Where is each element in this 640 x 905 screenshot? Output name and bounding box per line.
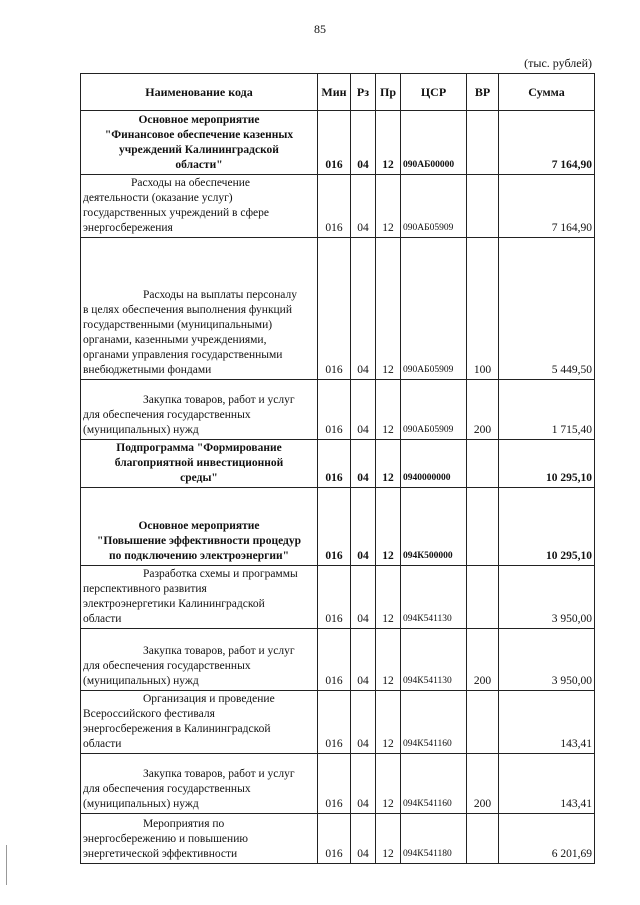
- header-vr: ВР: [467, 74, 499, 111]
- cell-min: 016: [318, 440, 351, 488]
- cell-min: 016: [318, 175, 351, 238]
- table-header-row: [81, 74, 595, 111]
- cell-vr: [467, 691, 499, 754]
- cell-name-line: органами, казенными учреждениями,: [83, 334, 267, 346]
- cell-name-line: Закупка товаров, работ и услуг: [143, 768, 295, 780]
- cell-rz: 04: [351, 440, 376, 488]
- budget-table: [80, 73, 595, 864]
- header-name: Наименование кода: [81, 74, 318, 111]
- header-sum: Сумма: [499, 74, 595, 111]
- header-pr: Пр: [376, 74, 401, 111]
- cell-name-line: Основное мероприятие: [138, 114, 260, 126]
- cell-sum: 7 164,90: [499, 111, 595, 175]
- cell-vr: [467, 814, 499, 864]
- cell-rz: 04: [351, 691, 376, 754]
- cell-name: [81, 488, 318, 566]
- cell-sum: 143,41: [499, 754, 595, 814]
- cell-min: 016: [318, 754, 351, 814]
- cell-name: [81, 754, 318, 814]
- cell-min: 016: [318, 691, 351, 754]
- cell-name-line: среды": [180, 472, 218, 484]
- table-row: [81, 814, 595, 864]
- cell-name-line: Основное мероприятие: [138, 520, 260, 532]
- cell-name-line: учреждений Калининградской: [119, 144, 279, 156]
- cell-pr: 12: [376, 488, 401, 566]
- cell-name-line: (муниципальных) нужд: [83, 424, 199, 436]
- cell-name-line: органами управления государственными: [83, 349, 283, 361]
- cell-name: [81, 175, 318, 238]
- cell-csr: 0940000000: [401, 440, 467, 488]
- cell-name-line: Разработка схемы и программы: [143, 568, 298, 580]
- cell-vr: [467, 566, 499, 629]
- cell-min: 016: [318, 488, 351, 566]
- table-body: [81, 111, 595, 864]
- cell-sum: 10 295,10: [499, 440, 595, 488]
- table-row: [81, 566, 595, 629]
- cell-name-line: государственных учреждений в сфере: [83, 207, 269, 219]
- cell-pr: 12: [376, 238, 401, 380]
- table-row: [81, 238, 595, 380]
- cell-csr: 094К541160: [401, 754, 467, 814]
- cell-vr: [467, 175, 499, 238]
- cell-name-line: Расходы на обеспечение: [131, 177, 250, 189]
- cell-vr: [467, 111, 499, 175]
- cell-csr: 090АБ05909: [401, 380, 467, 440]
- cell-name: [81, 566, 318, 629]
- cell-pr: 12: [376, 814, 401, 864]
- cell-name: [81, 380, 318, 440]
- table-row: [81, 488, 595, 566]
- cell-csr: 094К541160: [401, 691, 467, 754]
- cell-pr: 12: [376, 111, 401, 175]
- cell-rz: 04: [351, 566, 376, 629]
- cell-sum: 5 449,50: [499, 238, 595, 380]
- cell-vr: 200: [467, 380, 499, 440]
- cell-name-line: внебюджетными фондами: [83, 364, 212, 376]
- header-min: Мин: [318, 74, 351, 111]
- cell-name-line: государственными (муниципальными): [83, 319, 273, 331]
- cell-pr: 12: [376, 629, 401, 691]
- cell-name-line: Всероссийского фестиваля: [83, 708, 215, 720]
- cell-rz: 04: [351, 814, 376, 864]
- cell-min: 016: [318, 566, 351, 629]
- cell-rz: 04: [351, 111, 376, 175]
- table-row: [81, 175, 595, 238]
- cell-name-line: для обеспечения государственных: [83, 660, 251, 672]
- cell-min: 016: [318, 238, 351, 380]
- cell-csr: 090АБ05909: [401, 238, 467, 380]
- cell-pr: 12: [376, 754, 401, 814]
- cell-name-line: области": [175, 159, 223, 171]
- cell-min: 016: [318, 380, 351, 440]
- cell-name-line: для обеспечения государственных: [83, 409, 251, 421]
- cell-name-line: в целях обеспечения выполнения функций: [83, 304, 292, 316]
- cell-sum: 143,41: [499, 691, 595, 754]
- cell-name-line: благоприятной инвестиционной: [114, 457, 284, 469]
- cell-pr: 12: [376, 440, 401, 488]
- margin-mark: [6, 845, 7, 885]
- cell-name-line: энергетической эффективности: [83, 848, 238, 860]
- cell-csr: 094К541130: [401, 629, 467, 691]
- cell-vr: 100: [467, 238, 499, 380]
- cell-name: [81, 238, 318, 380]
- cell-csr: 090АБ05909: [401, 175, 467, 238]
- cell-name-line: (муниципальных) нужд: [83, 798, 199, 810]
- cell-name: [81, 111, 318, 175]
- cell-rz: 04: [351, 488, 376, 566]
- cell-csr: 090АБ00000: [401, 111, 467, 175]
- cell-pr: 12: [376, 691, 401, 754]
- cell-pr: 12: [376, 175, 401, 238]
- cell-rz: 04: [351, 629, 376, 691]
- cell-rz: 04: [351, 754, 376, 814]
- cell-name-line: Организация и проведение: [143, 693, 275, 705]
- cell-name-line: по подключению электроэнергии": [108, 550, 290, 562]
- cell-name-line: Закупка товаров, работ и услуг: [143, 645, 295, 657]
- cell-vr: [467, 488, 499, 566]
- cell-name-line: Закупка товаров, работ и услуг: [143, 394, 295, 406]
- cell-vr: 200: [467, 629, 499, 691]
- cell-csr: 094К500000: [401, 488, 467, 566]
- cell-name: [81, 691, 318, 754]
- cell-name-line: энергосбережения в Калининградской: [83, 723, 271, 735]
- cell-name-line: Мероприятия по: [143, 818, 225, 830]
- cell-sum: 7 164,90: [499, 175, 595, 238]
- cell-name-line: деятельности (оказание услуг): [83, 192, 233, 204]
- cell-min: 016: [318, 111, 351, 175]
- cell-sum: 3 950,00: [499, 629, 595, 691]
- cell-sum: 10 295,10: [499, 488, 595, 566]
- cell-name: [81, 814, 318, 864]
- cell-name-line: (муниципальных) нужд: [83, 675, 199, 687]
- table-row: [81, 440, 595, 488]
- cell-name-line: энергосбережения: [83, 222, 173, 234]
- cell-name: [81, 440, 318, 488]
- table-row: [81, 111, 595, 175]
- cell-name-line: области: [83, 738, 122, 750]
- cell-min: 016: [318, 814, 351, 864]
- cell-rz: 04: [351, 238, 376, 380]
- cell-sum: 3 950,00: [499, 566, 595, 629]
- header-rz: Рз: [351, 74, 376, 111]
- cell-vr: 200: [467, 754, 499, 814]
- cell-name-line: Подпрограмма "Формирование: [116, 442, 282, 454]
- header-csr: ЦСР: [401, 74, 467, 111]
- cell-rz: 04: [351, 175, 376, 238]
- cell-name: [81, 629, 318, 691]
- cell-csr: 094К541130: [401, 566, 467, 629]
- table-row: [81, 691, 595, 754]
- cell-csr: 094К541180: [401, 814, 467, 864]
- cell-name-line: области: [83, 613, 122, 625]
- cell-name-line: "Повышение эффективности процедур: [96, 535, 301, 547]
- unit-label: (тыс. рублей): [524, 56, 592, 70]
- table-row: [81, 754, 595, 814]
- table-row: [81, 629, 595, 691]
- cell-name-line: для обеспечения государственных: [83, 783, 251, 795]
- cell-min: 016: [318, 629, 351, 691]
- cell-pr: 12: [376, 380, 401, 440]
- cell-name-line: перспективного развития: [83, 583, 207, 595]
- cell-name-line: Расходы на выплаты персоналу: [143, 289, 297, 301]
- cell-name-line: электроэнергетики Калининградской: [83, 598, 265, 610]
- page-number: 85: [314, 22, 326, 36]
- cell-pr: 12: [376, 566, 401, 629]
- cell-vr: [467, 440, 499, 488]
- cell-name-line: "Финансовое обеспечение казенных: [104, 129, 294, 141]
- cell-rz: 04: [351, 380, 376, 440]
- table-row: [81, 380, 595, 440]
- cell-sum: 1 715,40: [499, 380, 595, 440]
- cell-name-line: энергосбережению и повышению: [83, 833, 248, 845]
- cell-sum: 6 201,69: [499, 814, 595, 864]
